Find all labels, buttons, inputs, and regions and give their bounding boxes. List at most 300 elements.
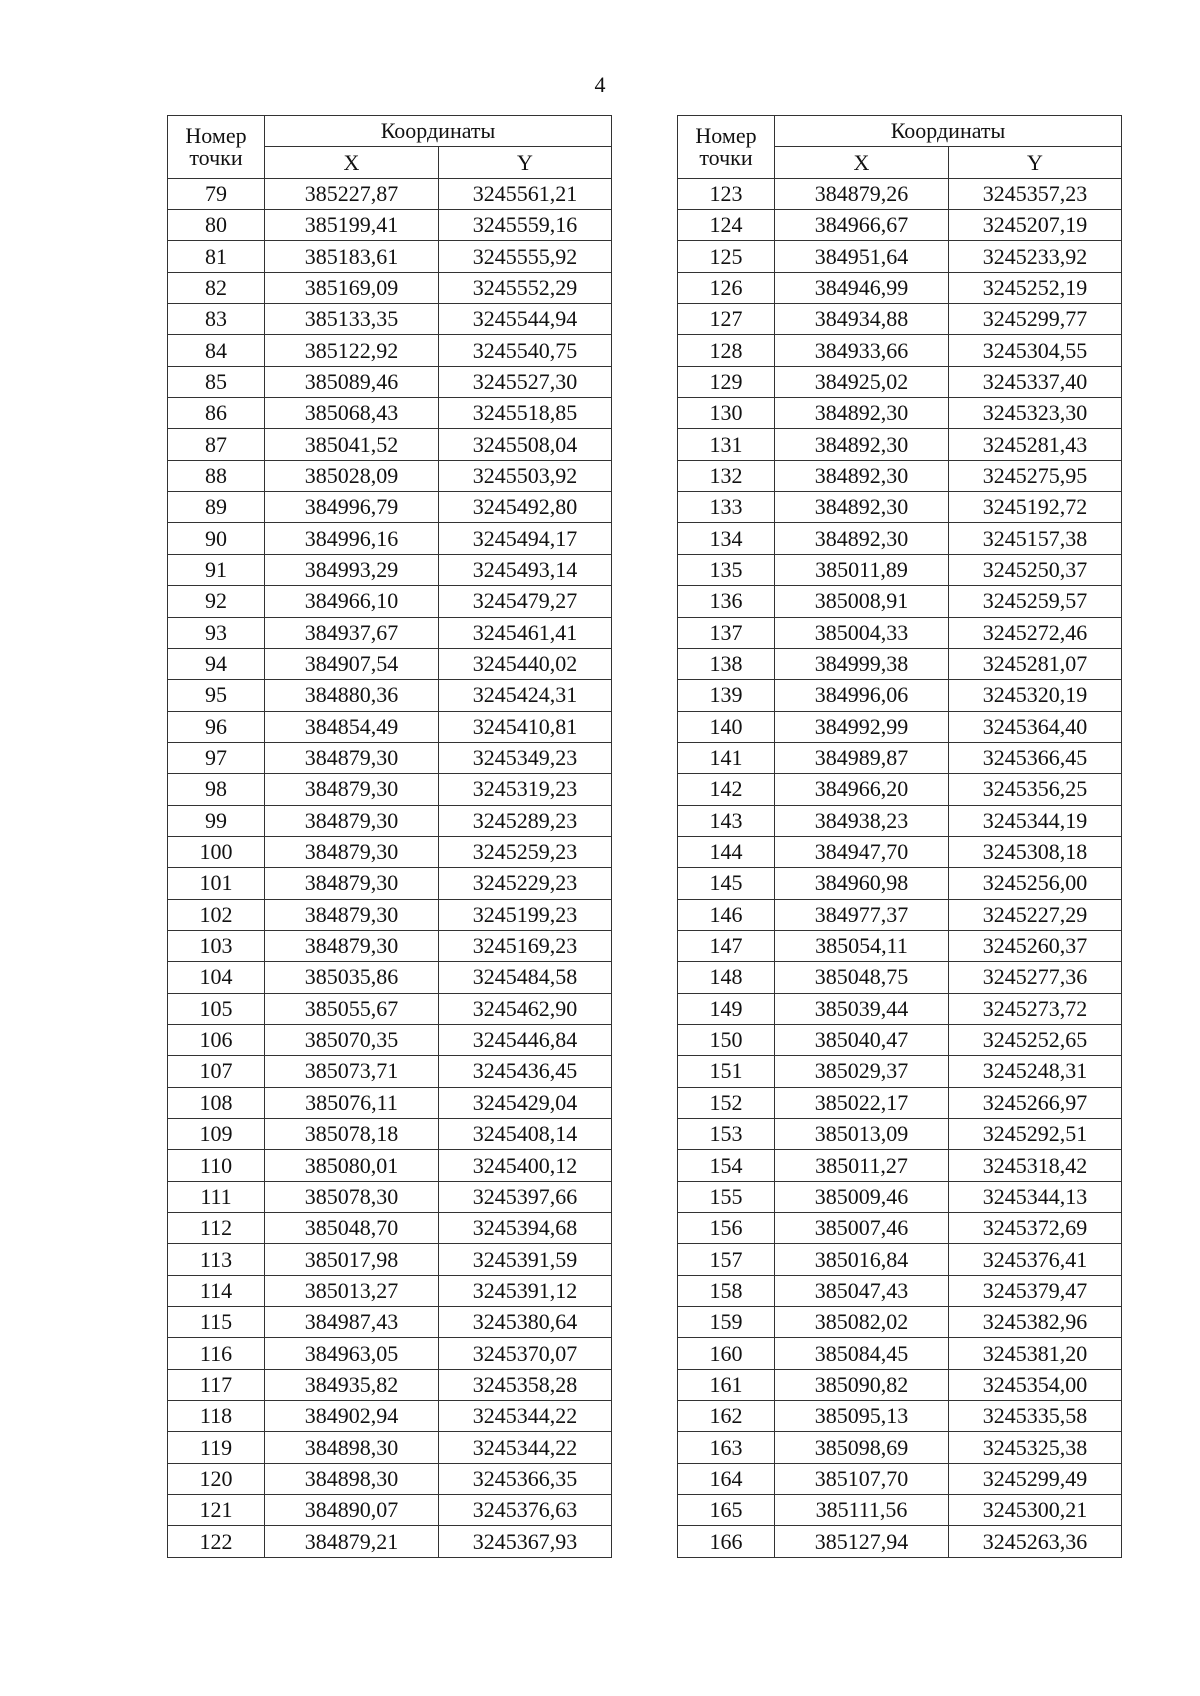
cell-y: 3245275,95 [949,460,1122,491]
table-row [168,1369,612,1400]
cell-x: 384879,26 [775,178,949,209]
table-row [168,1244,612,1275]
header-point-number [678,116,775,179]
cell-x: 384996,06 [775,680,949,711]
table-row [678,1338,1122,1369]
cell-y: 3245344,19 [949,805,1122,836]
cell-x: 384996,16 [265,523,439,554]
table-row [168,774,612,805]
cell-y: 3245479,27 [439,586,612,617]
cell-x: 385028,09 [265,460,439,491]
cell-y: 3245446,84 [439,1024,612,1055]
table-row [678,429,1122,460]
table-row [168,1526,612,1557]
cell-x: 385073,71 [265,1056,439,1087]
table-row [678,398,1122,429]
table-row [168,617,612,648]
cell-point-number: 82 [168,272,265,303]
table-row [678,1369,1122,1400]
cell-x: 384892,30 [775,398,949,429]
cell-point-number: 138 [678,648,775,679]
cell-x: 384898,30 [265,1463,439,1494]
cell-point-number: 156 [678,1213,775,1244]
table-row [168,366,612,397]
cell-y: 3245366,35 [439,1463,612,1494]
table-row [168,178,612,209]
cell-x: 384879,21 [265,1526,439,1557]
cell-x: 385048,75 [775,962,949,993]
cell-point-number: 110 [168,1150,265,1181]
cell-point-number: 97 [168,742,265,773]
cell-point-number: 144 [678,836,775,867]
cell-point-number: 115 [168,1307,265,1338]
cell-x: 384977,37 [775,899,949,930]
table-row [168,1275,612,1306]
cell-y: 3245344,22 [439,1432,612,1463]
cell-y: 3245325,38 [949,1432,1122,1463]
cell-y: 3245344,13 [949,1181,1122,1212]
cell-y: 3245461,41 [439,617,612,648]
cell-point-number: 146 [678,899,775,930]
cell-point-number: 135 [678,554,775,585]
cell-x: 385041,52 [265,429,439,460]
cell-x: 384854,49 [265,711,439,742]
cell-y: 3245561,21 [439,178,612,209]
header-point-line1: Номер [695,122,757,148]
table-row [678,680,1122,711]
cell-point-number: 79 [168,178,265,209]
cell-y: 3245273,72 [949,993,1122,1024]
table-row [678,523,1122,554]
cell-y: 3245518,85 [439,398,612,429]
cell-y: 3245337,40 [949,366,1122,397]
table-row [678,648,1122,679]
cell-y: 3245429,04 [439,1087,612,1118]
cell-point-number: 116 [168,1338,265,1369]
cell-point-number: 99 [168,805,265,836]
cell-point-number: 87 [168,429,265,460]
cell-x: 384938,23 [775,805,949,836]
cell-y: 3245252,19 [949,272,1122,303]
cell-y: 3245304,55 [949,335,1122,366]
cell-y: 3245277,36 [949,962,1122,993]
table-row [168,648,612,679]
table-row [678,178,1122,209]
cell-point-number: 106 [168,1024,265,1055]
cell-point-number: 109 [168,1119,265,1150]
cell-point-number: 94 [168,648,265,679]
cell-point-number: 145 [678,868,775,899]
cell-point-number: 132 [678,460,775,491]
table-row [678,304,1122,335]
cell-y: 3245380,64 [439,1307,612,1338]
cell-point-number: 158 [678,1275,775,1306]
cell-point-number: 136 [678,586,775,617]
table-row [678,492,1122,523]
cell-x: 385098,69 [775,1432,949,1463]
cell-point-number: 131 [678,429,775,460]
cell-x: 384960,98 [775,868,949,899]
cell-y: 3245552,29 [439,272,612,303]
table-row [168,1150,612,1181]
table-row [678,210,1122,241]
cell-point-number: 134 [678,523,775,554]
cell-y: 3245394,68 [439,1213,612,1244]
cell-point-number: 108 [168,1087,265,1118]
cell-y: 3245263,36 [949,1526,1122,1557]
table-row [168,993,612,1024]
cell-point-number: 122 [168,1526,265,1557]
cell-point-number: 125 [678,241,775,272]
cell-point-number: 85 [168,366,265,397]
cell-x: 384892,30 [775,460,949,491]
cell-x: 385089,46 [265,366,439,397]
cell-y: 3245503,92 [439,460,612,491]
cell-point-number: 139 [678,680,775,711]
table-row [168,805,612,836]
cell-x: 384987,43 [265,1307,439,1338]
cell-point-number: 137 [678,617,775,648]
cell-point-number: 102 [168,899,265,930]
table-row [678,335,1122,366]
cell-point-number: 93 [168,617,265,648]
table-row [168,1119,612,1150]
coordinates-table-right [677,115,1122,1558]
cell-point-number: 150 [678,1024,775,1055]
table-body [678,178,1122,1557]
cell-x: 384933,66 [775,335,949,366]
cell-y: 3245357,23 [949,178,1122,209]
cell-point-number: 96 [168,711,265,742]
cell-y: 3245259,57 [949,586,1122,617]
cell-x: 385082,02 [775,1307,949,1338]
cell-y: 3245372,69 [949,1213,1122,1244]
table-row [678,899,1122,930]
cell-point-number: 84 [168,335,265,366]
table-row [168,492,612,523]
cell-y: 3245227,29 [949,899,1122,930]
table-row [678,1307,1122,1338]
table-row [168,304,612,335]
cell-y: 3245364,40 [949,711,1122,742]
cell-point-number: 112 [168,1213,265,1244]
cell-point-number: 104 [168,962,265,993]
cell-y: 3245300,21 [949,1495,1122,1526]
cell-y: 3245408,14 [439,1119,612,1150]
cell-x: 384966,20 [775,774,949,805]
table-row [168,460,612,491]
table-row [678,460,1122,491]
header-coordinates: Координаты [265,116,612,147]
header-point-number [168,116,265,179]
cell-point-number: 86 [168,398,265,429]
cell-y: 3245376,41 [949,1244,1122,1275]
cell-point-number: 163 [678,1432,775,1463]
cell-point-number: 107 [168,1056,265,1087]
cell-x: 384925,02 [775,366,949,397]
cell-x: 385054,11 [775,930,949,961]
header-x: X [775,147,949,178]
header-point-line2: точки [699,144,753,170]
cell-y: 3245299,49 [949,1463,1122,1494]
cell-y: 3245356,25 [949,774,1122,805]
table-row [168,1087,612,1118]
cell-y: 3245440,02 [439,648,612,679]
cell-point-number: 80 [168,210,265,241]
cell-y: 3245252,65 [949,1024,1122,1055]
table-row [168,680,612,711]
cell-y: 3245248,31 [949,1056,1122,1087]
cell-x: 384902,94 [265,1401,439,1432]
cell-y: 3245233,92 [949,241,1122,272]
cell-point-number: 129 [678,366,775,397]
cell-y: 3245281,07 [949,648,1122,679]
cell-y: 3245229,23 [439,868,612,899]
cell-x: 385076,11 [265,1087,439,1118]
table-row [168,1181,612,1212]
cell-y: 3245367,93 [439,1526,612,1557]
cell-x: 384879,30 [265,805,439,836]
cell-y: 3245379,47 [949,1275,1122,1306]
header-y: Y [439,147,612,178]
cell-y: 3245256,00 [949,868,1122,899]
cell-y: 3245272,46 [949,617,1122,648]
cell-y: 3245397,66 [439,1181,612,1212]
cell-point-number: 159 [678,1307,775,1338]
page-number: 4 [594,72,606,97]
cell-y: 3245493,14 [439,554,612,585]
table-row [678,1056,1122,1087]
cell-x: 384879,30 [265,836,439,867]
header-point-line1: Номер [185,122,247,148]
cell-y: 3245354,00 [949,1369,1122,1400]
cell-point-number: 152 [678,1087,775,1118]
table-row [168,899,612,930]
table-row [678,742,1122,773]
cell-y: 3245540,75 [439,335,612,366]
cell-y: 3245410,81 [439,711,612,742]
cell-x: 385183,61 [265,241,439,272]
table-row [168,335,612,366]
cell-y: 3245436,45 [439,1056,612,1087]
cell-y: 3245492,80 [439,492,612,523]
cell-point-number: 91 [168,554,265,585]
table-row [168,868,612,899]
cell-x: 385029,37 [775,1056,949,1087]
cell-y: 3245319,23 [439,774,612,805]
cell-point-number: 103 [168,930,265,961]
cell-x: 384937,67 [265,617,439,648]
cell-point-number: 126 [678,272,775,303]
table-row [678,554,1122,585]
cell-y: 3245382,96 [949,1307,1122,1338]
cell-y: 3245281,43 [949,429,1122,460]
cell-y: 3245207,19 [949,210,1122,241]
cell-y: 3245169,23 [439,930,612,961]
cell-y: 3245555,92 [439,241,612,272]
cell-y: 3245559,16 [439,210,612,241]
cell-x: 384892,30 [775,429,949,460]
cell-point-number: 105 [168,993,265,1024]
table-row [168,1495,612,1526]
cell-point-number: 160 [678,1338,775,1369]
cell-x: 385199,41 [265,210,439,241]
table-row [678,241,1122,272]
table-row [678,1526,1122,1557]
cell-y: 3245320,19 [949,680,1122,711]
cell-x: 385084,45 [775,1338,949,1369]
cell-x: 385007,46 [775,1213,949,1244]
cell-y: 3245494,17 [439,523,612,554]
cell-y: 3245358,28 [439,1369,612,1400]
cell-point-number: 143 [678,805,775,836]
cell-x: 384966,10 [265,586,439,617]
cell-y: 3245289,23 [439,805,612,836]
cell-x: 385078,18 [265,1119,439,1150]
table-row [678,1463,1122,1494]
table-row [678,1401,1122,1432]
cell-x: 385078,30 [265,1181,439,1212]
cell-point-number: 166 [678,1526,775,1557]
cell-x: 385127,94 [775,1526,949,1557]
cell-point-number: 128 [678,335,775,366]
table-row [678,1087,1122,1118]
cell-point-number: 130 [678,398,775,429]
cell-point-number: 127 [678,304,775,335]
cell-x: 384879,30 [265,930,439,961]
cell-point-number: 95 [168,680,265,711]
table-row [168,1024,612,1055]
cell-y: 3245370,07 [439,1338,612,1369]
cell-y: 3245381,20 [949,1338,1122,1369]
cell-point-number: 154 [678,1150,775,1181]
cell-x: 384934,88 [775,304,949,335]
cell-y: 3245544,94 [439,304,612,335]
cell-point-number: 140 [678,711,775,742]
cell-x: 385039,44 [775,993,949,1024]
cell-x: 385013,09 [775,1119,949,1150]
cell-point-number: 101 [168,868,265,899]
table-row [678,1150,1122,1181]
cell-x: 385122,92 [265,335,439,366]
cell-point-number: 148 [678,962,775,993]
table-row [678,868,1122,899]
cell-x: 385169,09 [265,272,439,303]
cell-y: 3245391,59 [439,1244,612,1275]
cell-x: 384879,30 [265,868,439,899]
cell-x: 385009,46 [775,1181,949,1212]
cell-point-number: 121 [168,1495,265,1526]
table-row [678,962,1122,993]
cell-x: 385068,43 [265,398,439,429]
cell-point-number: 89 [168,492,265,523]
table-row [168,523,612,554]
cell-point-number: 153 [678,1119,775,1150]
table-row [678,272,1122,303]
cell-point-number: 111 [168,1181,265,1212]
header-y: Y [949,147,1122,178]
table-row [678,930,1122,961]
cell-y: 3245366,45 [949,742,1122,773]
cell-point-number: 157 [678,1244,775,1275]
cell-y: 3245266,97 [949,1087,1122,1118]
cell-x: 385011,89 [775,554,949,585]
cell-x: 384966,67 [775,210,949,241]
header-coordinates: Координаты [775,116,1122,147]
table-row [678,711,1122,742]
table-row [678,993,1122,1024]
cell-point-number: 81 [168,241,265,272]
table-row [168,429,612,460]
cell-x: 384879,30 [265,742,439,773]
cell-y: 3245424,31 [439,680,612,711]
table-row [678,1495,1122,1526]
table-row [678,1213,1122,1244]
table-row [168,398,612,429]
cell-x: 384992,99 [775,711,949,742]
cell-x: 385070,35 [265,1024,439,1055]
cell-x: 385017,98 [265,1244,439,1275]
table-row [678,1275,1122,1306]
cell-y: 3245318,42 [949,1150,1122,1181]
table-row [678,366,1122,397]
table-row [168,742,612,773]
coordinates-table-left [167,115,612,1558]
cell-point-number: 120 [168,1463,265,1494]
cell-point-number: 149 [678,993,775,1024]
cell-x: 384880,36 [265,680,439,711]
table-row [678,1244,1122,1275]
table-row [168,1463,612,1494]
cell-y: 3245391,12 [439,1275,612,1306]
cell-x: 385080,01 [265,1150,439,1181]
cell-x: 384890,07 [265,1495,439,1526]
cell-x: 384879,30 [265,774,439,805]
cell-x: 384996,79 [265,492,439,523]
cell-x: 385047,43 [775,1275,949,1306]
cell-y: 3245462,90 [439,993,612,1024]
table-row [168,1213,612,1244]
table-row [678,1119,1122,1150]
cell-point-number: 117 [168,1369,265,1400]
table-row [168,836,612,867]
cell-point-number: 88 [168,460,265,491]
cell-y: 3245259,23 [439,836,612,867]
cell-y: 3245192,72 [949,492,1122,523]
cell-y: 3245344,22 [439,1401,612,1432]
cell-x: 384947,70 [775,836,949,867]
cell-point-number: 155 [678,1181,775,1212]
cell-y: 3245400,12 [439,1150,612,1181]
cell-x: 385008,91 [775,586,949,617]
cell-x: 385004,33 [775,617,949,648]
cell-point-number: 133 [678,492,775,523]
table-row [168,1338,612,1369]
cell-point-number: 141 [678,742,775,773]
header-point-line2: точки [189,144,243,170]
cell-point-number: 118 [168,1401,265,1432]
table-row [168,711,612,742]
header-x: X [265,147,439,178]
cell-point-number: 100 [168,836,265,867]
cell-x: 385016,84 [775,1244,949,1275]
cell-point-number: 161 [678,1369,775,1400]
cell-y: 3245250,37 [949,554,1122,585]
cell-x: 385107,70 [775,1463,949,1494]
table-row [168,1307,612,1338]
table-row [168,962,612,993]
cell-point-number: 142 [678,774,775,805]
